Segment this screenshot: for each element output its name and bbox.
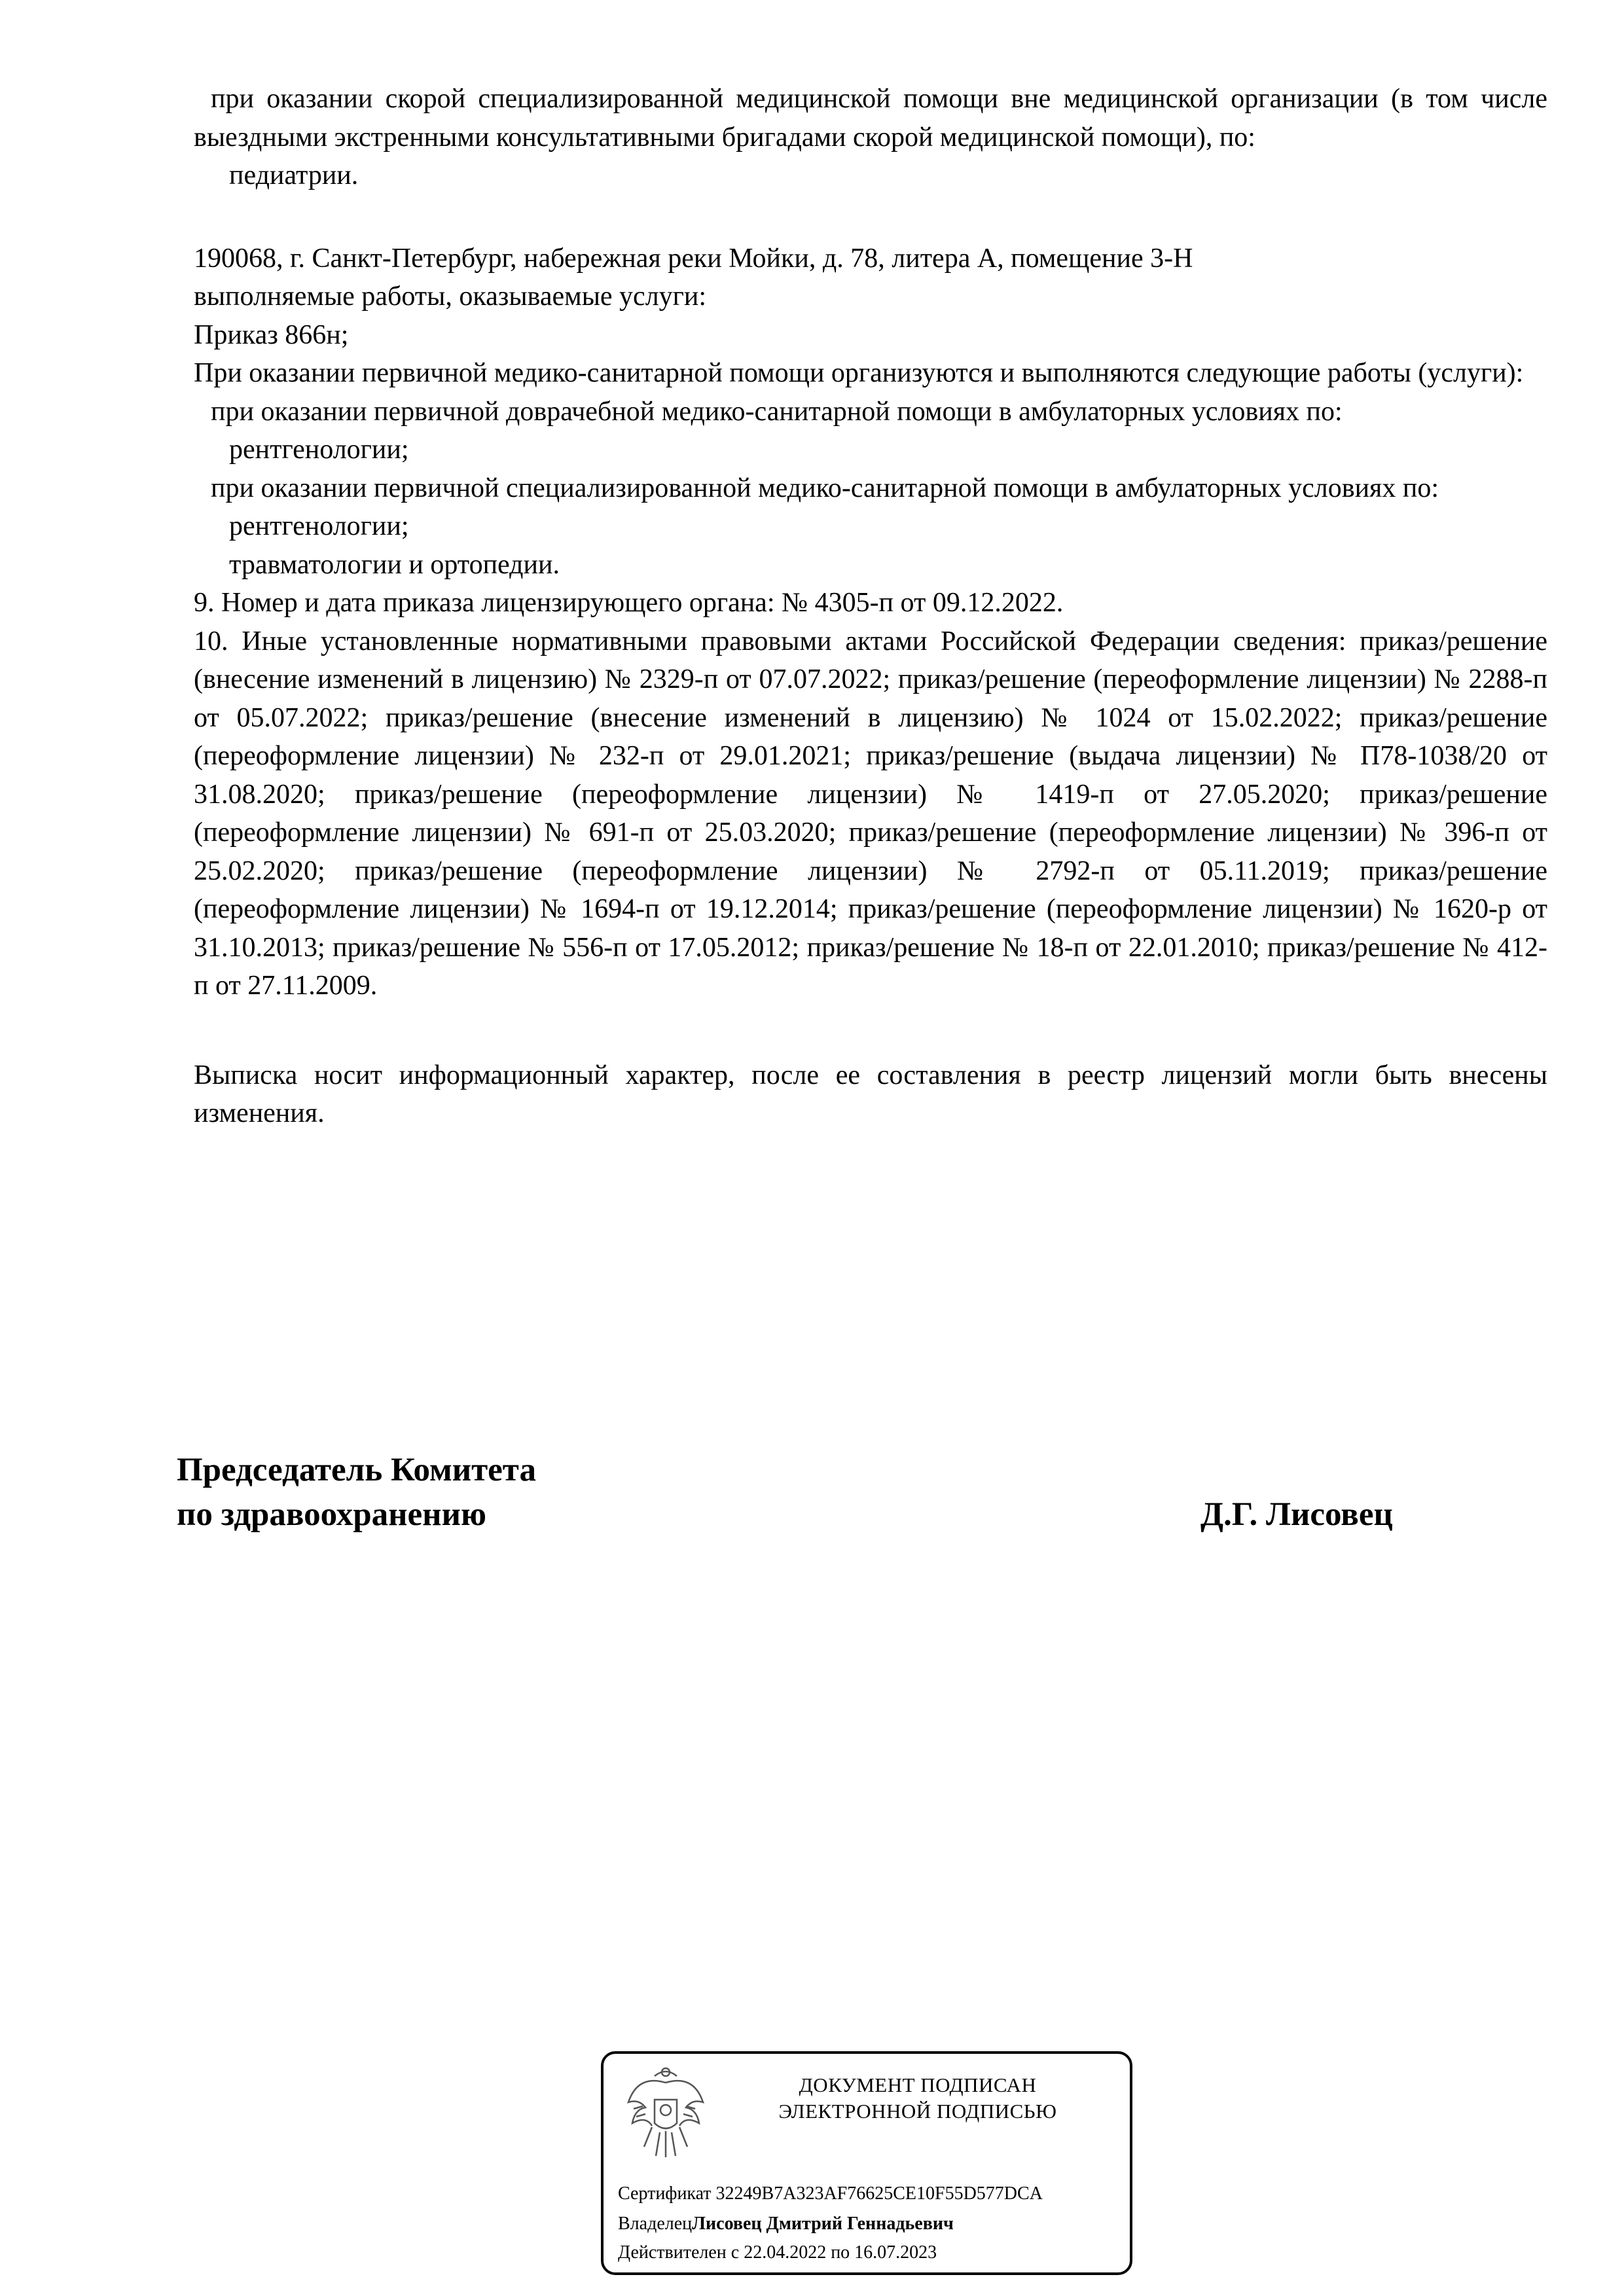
owner-value: Лисовец Дмитрий Геннадьевич [692,2214,954,2234]
paragraph-specialized-care: при оказании первичной специализированной медико-санитарной помощи в амбулаторных условиях по: [211,473,1439,503]
signatory-title-line-1: Председатель Комитета [177,1452,536,1488]
list-item-traumatology: травматологии и ортопедии. [229,549,560,580]
address-line: 190068, г. Санкт-Петербург, набережная реки Мойки, д. 78, литера А, помещение 3-Н [194,243,1193,274]
validity-line: Действителен с 22.04.2022 по 16.07.2023 [618,2242,937,2263]
paragraph-primary-care: При оказании первичной медико-санитарной помощи организуются и выполняются следующие работы (услуги): [194,358,1524,388]
order-line: Приказ 866н; [194,319,349,350]
item-9: 9. Номер и дата приказа лицензирующего органа: № 4305-п от 09.12.2022. [194,588,1064,618]
stamp-heading [715,2072,1121,2125]
list-item-roentgenology-1: рентгенологии; [229,435,409,465]
certificate-line [618,2182,1043,2206]
signatory-title-line-2: по здравоохранению [177,1496,486,1533]
signatory-title [177,1448,536,1537]
owner-label: Владелец [618,2214,693,2234]
spacer [194,195,1547,240]
owner-line [618,2212,954,2236]
list-item-pediatrics: педиатрии. [229,160,359,190]
works-label: выполняемые работы, оказываемые услуги: [194,281,707,312]
electronic-signature-stamp [601,2051,1132,2275]
certificate-value: 32249B7A323AF76625CE10F55D577DCA [715,2183,1043,2204]
stamp-heading-line-1: ДОКУМЕНТ ПОДПИСАН [799,2073,1037,2096]
item-10: 10. Иные установленные нормативными правовыми актами Российской Федерации сведения: приказ/решение (внесение изменений в лицензию) № 2329-п от 07.07.2022; приказ/решение (переоформление лицензии) № 2288-п от 05.07.2022; приказ/решение (внесение изменений в лицензию) № 1024 от 15.02.2022; приказ/решение (переоформление лицензии) № 232-п от 29.01.2021; приказ/решение (выдача лицензии) № П78-1038/20 от 31.08.2020; приказ/решение (переоформление лицензии) № 1419-п от 27.05.2020; приказ/решение (переоформление лицензии) № 691-п от 25.03.2020; приказ/решение (переоформление лицензии) № 396-п от 25.02.2020; приказ/решение (переоформление лицензии) № 2792-п от 05.11.2019; приказ/решение (переоформление лицензии) № 1694-п от 19.12.2014; приказ/решение (переоформление лицензии) № 1620-р от 31.10.2013; приказ/решение № 556-п от 17.05.2012; приказ/решение № 18-п от 22.01.2010; приказ/решение № 412-п от 27.11.2009. [194,626,1547,1001]
stamp-heading-line-2: ЭЛЕКТРОННОЙ ПОДПИСЬЮ [778,2100,1057,2123]
certificate-label: Сертификат [618,2183,712,2204]
list-item-roentgenology-2: рентгенологии; [229,511,409,541]
paragraph-emergency-care: при оказании скорой специализированной медицинской помощи вне медицинской организации (в том числе выездными экстренными консультативными бригадами скорой медицинской помощи), по: [194,84,1547,152]
signatory-name: Д.Г. Лисовец [1200,1496,1393,1533]
paragraph-prehospital-care: при оказании первичной доврачебной медико-санитарной помощи в амбулаторных условиях по: [211,396,1343,427]
coat-of-arms-icon [622,2063,710,2161]
document-body [194,80,1547,1133]
disclaimer: Выписка носит информационный характер, после ее составления в реестр лицензий могли быть внесены изменения. [194,1060,1547,1128]
spacer [194,1005,1547,1056]
